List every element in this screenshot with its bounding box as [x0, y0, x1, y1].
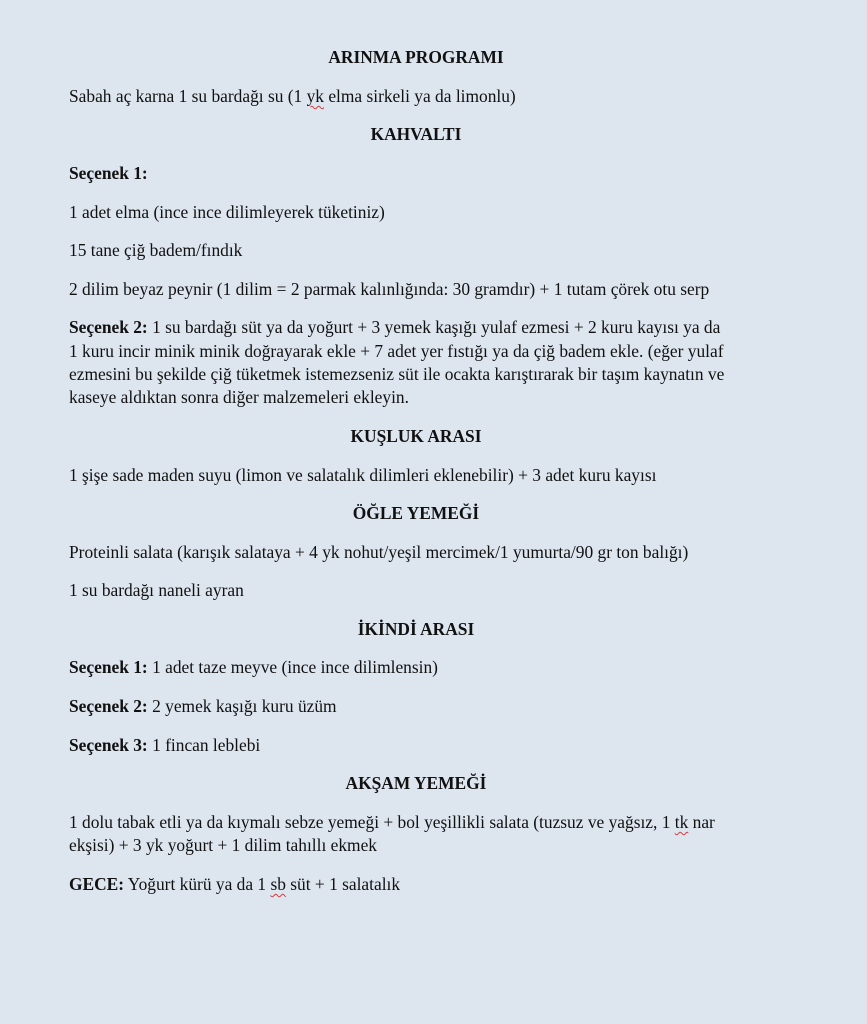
- kahvalti-option1-item: 2 dilim beyaz peynir (1 dilim = 2 parmak kalınlığında: 30 gramdır) + 1 tutam çörek otu serp: [69, 279, 710, 299]
- section-heading-ikindi: İKİNDİ ARASI: [357, 619, 475, 639]
- option-label: GECE:: [69, 874, 125, 894]
- ogle-item: 1 su bardağı naneli ayran: [69, 580, 244, 600]
- gece-text-end: süt + 1 salatalık: [285, 874, 401, 894]
- option-text: 2 yemek kaşığı kuru üzüm: [147, 696, 337, 716]
- gece-line: [69, 873, 400, 896]
- section-heading-aksam: AKŞAM YEMEĞİ: [345, 773, 487, 793]
- option-text: 1 adet taze meyve (ince ince dilimlensin): [147, 657, 438, 677]
- aksam-line: ekşisi) + 3 yk yoğurt + 1 dilim tahıllı ekmek: [69, 835, 377, 855]
- kahvalti-option2-line: [69, 316, 720, 339]
- option-label: Seçenek 2:: [69, 317, 148, 337]
- gece-text-start: Yoğurt kürü ya da 1: [124, 874, 271, 894]
- intro-line: [69, 85, 516, 108]
- kahvalti-option1-item: 1 adet elma (ince ince dilimleyerek tüketiniz): [69, 202, 385, 222]
- aksam-text-end: nar: [688, 812, 715, 832]
- kahvalti-option2-line: kaseye aldıktan sonra diğer malzemeleri ekleyin.: [69, 387, 409, 407]
- aksam-text-start: 1 dolu tabak etli ya da kıymalı sebze yemeği + bol yeşillikli salata (tuzsuz ve yağsız, 1: [69, 812, 675, 832]
- kahvalti-option1-item: 15 tane çiğ badem/fındık: [69, 240, 243, 260]
- option-text: 1 fincan leblebi: [147, 735, 261, 755]
- section-heading-kahvalti: KAHVALTI: [370, 124, 462, 144]
- section-heading-ogle: ÖĞLE YEMEĞİ: [352, 503, 480, 523]
- section-heading-kusluk: KUŞLUK ARASI: [350, 426, 482, 446]
- spellcheck-word: sb: [270, 874, 286, 894]
- option-label: Seçenek 1:: [69, 163, 148, 183]
- intro-text-start: Sabah aç karna 1 su bardağı su (1: [69, 86, 307, 106]
- kahvalti-option1-label: [69, 162, 148, 185]
- kahvalti-option2-line: 1 kuru incir minik minik doğrayarak ekle + 7 adet yer fıstığı ya da çiğ badem ekle. (eğer yulaf: [69, 341, 724, 361]
- option-text: 1 su bardağı süt ya da yoğurt + 3 yemek kaşığı yulaf ezmesi + 2 kuru kayısı ya da: [147, 317, 721, 337]
- option-label: Seçenek 3:: [69, 735, 148, 755]
- option-label: Seçenek 2:: [69, 696, 148, 716]
- ikindi-option: [69, 695, 337, 718]
- spellcheck-word: yk: [306, 86, 324, 106]
- ikindi-option: [69, 734, 260, 757]
- ogle-item: Proteinli salata (karışık salataya + 4 yk nohut/yeşil mercimek/1 yumurta/90 gr ton balığı): [69, 542, 689, 562]
- kusluk-item: 1 şişe sade maden suyu (limon ve salatalık dilimleri eklenebilir) + 3 adet kuru kayısı: [69, 465, 657, 485]
- aksam-line: [69, 811, 715, 834]
- document-title: ARINMA PROGRAMI: [328, 47, 504, 67]
- option-label: Seçenek 1:: [69, 657, 148, 677]
- kahvalti-option2-line: ezmesini bu şekilde çiğ tüketmek istemezseniz süt ile ocakta karıştırarak bir taşım kaynatın ve: [69, 364, 725, 384]
- intro-text-end: elma sirkeli ya da limonlu): [323, 86, 516, 106]
- ikindi-option: [69, 656, 438, 679]
- spellcheck-word: tk: [674, 812, 689, 832]
